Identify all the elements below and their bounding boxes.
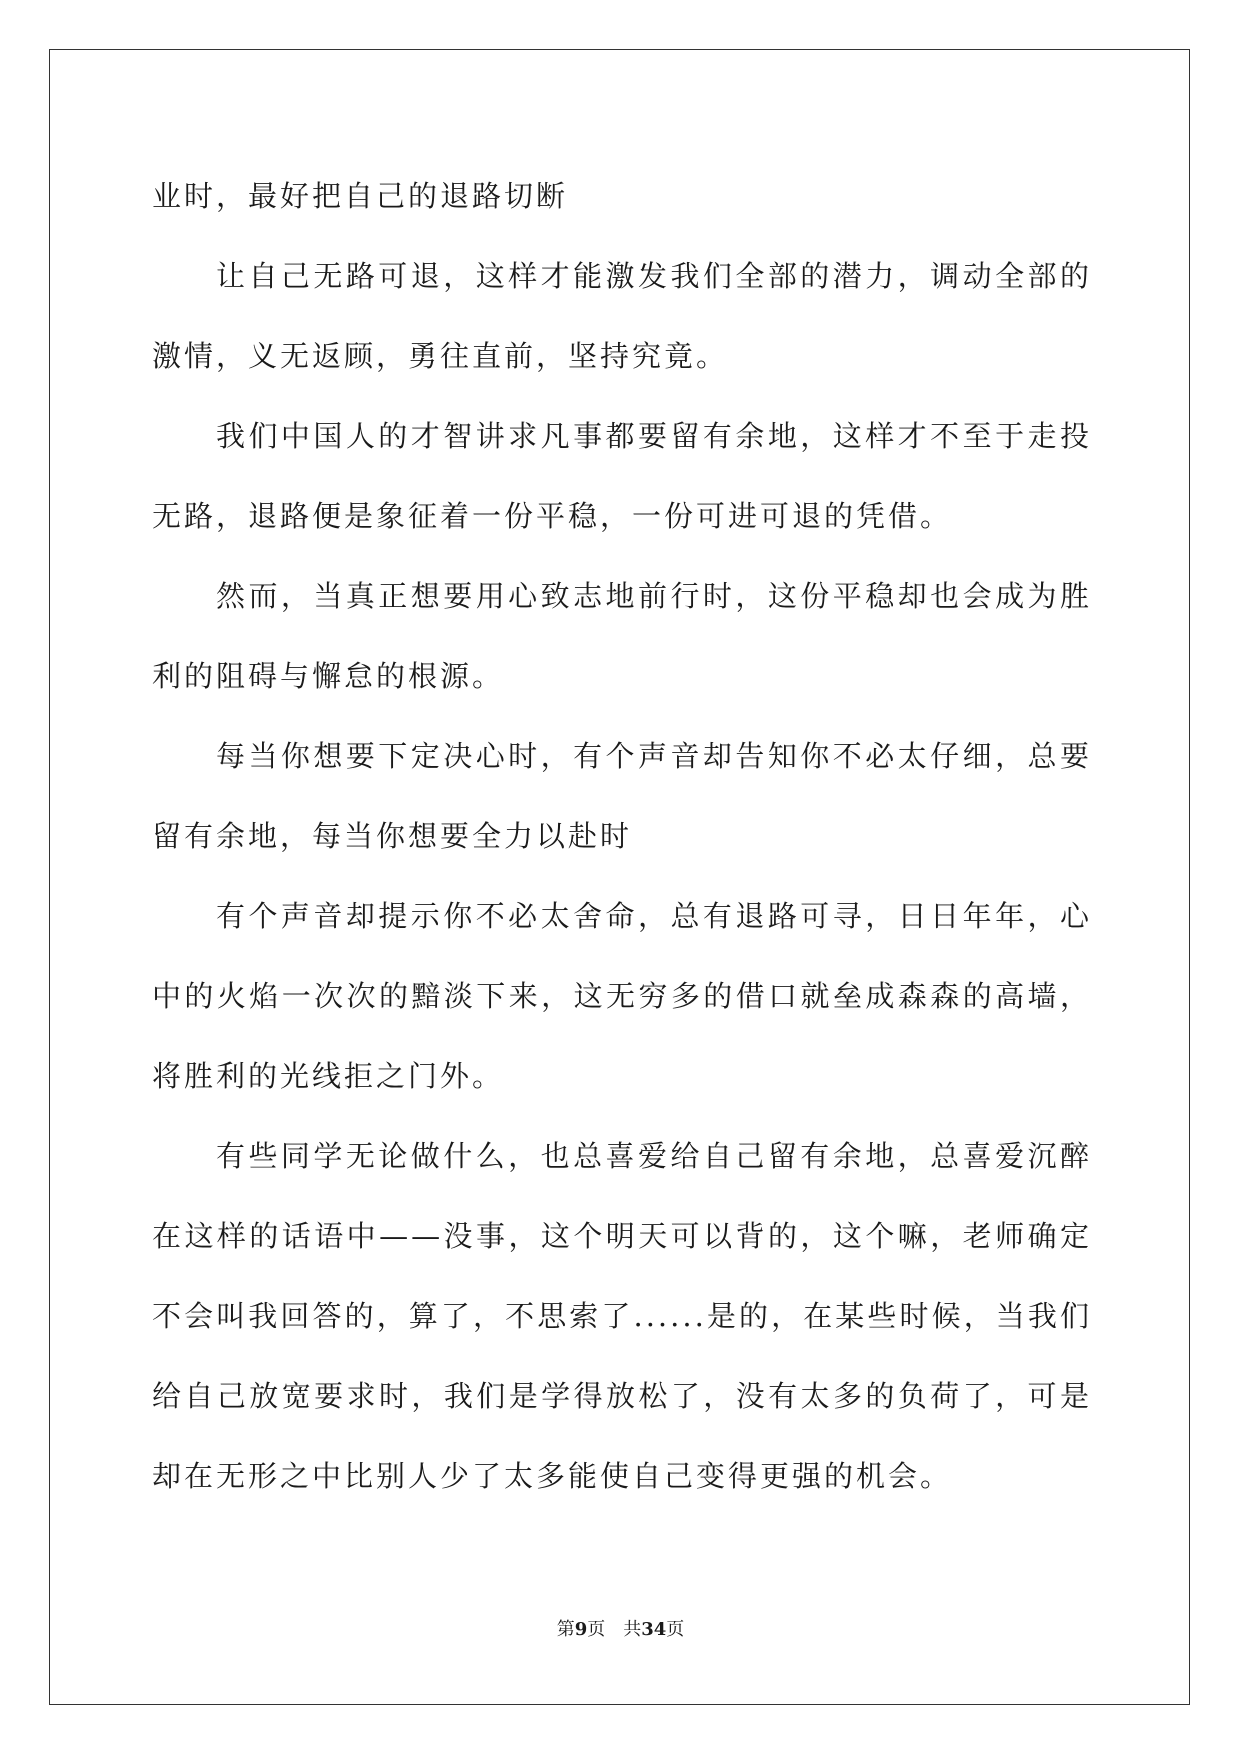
footer-prefix: 第 <box>556 1619 575 1640</box>
paragraph-1: 业时，最好把自己的退路切断 <box>152 179 569 213</box>
current-page-number: 9 <box>574 1619 588 1640</box>
paragraph-2: 让自己无路可退，这样才能激发我们全部的潜力，调动全部的激情，义无返顾，勇往直前，坚持究竟。 <box>152 259 1092 373</box>
paragraph-3: 我们中国人的才智讲求凡事都要留有余地，这样才不至于走投无路，退路便是象征着一份平稳，一份可进可退的凭借。 <box>152 419 1092 533</box>
document-body <box>152 156 1092 1516</box>
footer-total-prefix: 共 <box>623 1619 642 1640</box>
footer-total-unit: 页 <box>666 1619 685 1640</box>
paragraph-4: 然而，当真正想要用心致志地前行时，这份平稳却也会成为胜利的阻碍与懈怠的根源。 <box>152 579 1092 693</box>
footer-page-unit: 页 <box>587 1619 606 1640</box>
total-page-count: 34 <box>641 1619 667 1640</box>
paragraph-5: 每当你想要下定决心时，有个声音却告知你不必太仔细，总要留有余地，每当你想要全力以赴时 <box>152 739 1092 853</box>
paragraph-7: 有些同学无论做什么，也总喜爱给自己留有余地，总喜爱沉醉在这样的话语中——没事，这个明天可以背的，这个嘛，老师确定不会叫我回答的，算了，不思索了......是的，在某些时候，当我们给自己放宽要求时，我们是学得放松了，没有太多的负荷了，可是却在无形之中比别人少了太多能使自己变得更强的机会。 <box>152 1139 1092 1493</box>
paragraph-6: 有个声音却提示你不必太舍命，总有退路可寻，日日年年，心中的火焰一次次的黯淡下来，这无穷多的借口就垒成森森的高墙，将胜利的光线拒之门外。 <box>152 899 1092 1093</box>
page-footer <box>0 1615 1241 1641</box>
